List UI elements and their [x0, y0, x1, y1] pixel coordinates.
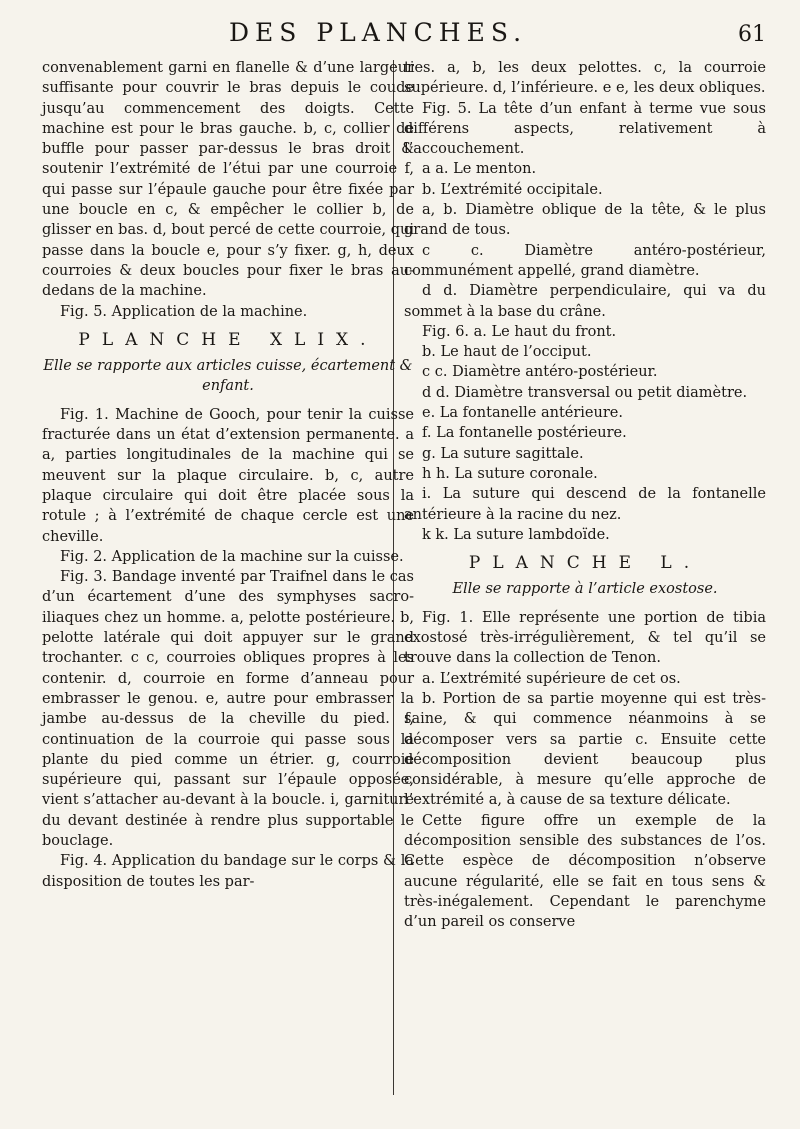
- paragraph: Cette figure offre un exemple de la décomposition sensible des substances de l’os. Cette espèce de décomposition n’observe aucune régularité, elle se fait en tous sens & très-inégalement. Cependant le parenchyme d’un pareil os conserve: [404, 812, 766, 931]
- legend-item: a a. Le menton.: [422, 161, 537, 178]
- figure-description: Fig. 1. Elle représente une portion de tibia exostosé très-irrégulièrement, & tel qu’il se trouve dans la collection de Tenon.: [404, 609, 766, 667]
- figure-description: ties. a, b, les deux pelottes. c, la courroie supérieure. d, l’inférieure. e e, les deux obliques.: [404, 60, 766, 97]
- page-header: [0, 12, 800, 52]
- right-column: [404, 58, 766, 932]
- legend-item: c c. Diamètre antéro-postérieur.: [422, 364, 658, 381]
- plate-heading-l: PLANCHE L.: [468, 553, 702, 574]
- figure-description: Fig. 3. Bandage inventé par Traifnel dans le cas d’un écartement d’une des symphyses sacro-iliaques chez un homme. a, pelotte postérieure. b, pelotte latérale qui doit appuyer sur le grand trochanter. c c, courroies obliques propres à les contenir. d, courroie en forme d’anneau pour embrasser le genou. e, autre pour embrasser la jambe au-dessus de la cheville du pied. f, continuation de la courroie qui passe sous la plante du pied comme un étrier. g, courroie supérieure qui, passant sur l’épaule opposée, vient s’attacher au-devant à la boucle. i, garniture du devant destinée à rendre plus supportable le bouclage.: [42, 569, 414, 849]
- legend-item: g. La suture sagittale.: [422, 445, 584, 462]
- legend-item: e. La fontanelle antérieure.: [422, 405, 623, 422]
- figure-description: Fig. 6. a. Le haut du front.: [422, 323, 617, 340]
- figure-description: Fig. 1. Machine de Gooch, pour tenir la cuisse fracturée dans un état d’extension permanente. a a, parties longitudinales de la machine qui se meuvent sur la plaque circulaire. b, c, autre plaque circulaire qui doit être placée sous la rotule ; à l’extrémité de chaque cercle est une cheville.: [42, 406, 414, 545]
- legend-item: b. Portion de sa partie moyenne qui est très-saine, & qui commence néanmoins à se décomposer vers sa partie c. Ensuite cette décomposition devient beaucoup plus considérable, à mesure qu’elle approche de l’extrémité a, à cause de sa texture délicate.: [404, 690, 766, 809]
- legend-item: d d. Diamètre transversal ou petit diamètre.: [422, 384, 748, 401]
- plate-subtitle-l: Elle se rapporte à l’article exostose.: [452, 581, 718, 598]
- figure-description: Fig. 5. La tête d’un enfant à terme vue sous différens aspects, relativement à l’accouchement.: [404, 100, 766, 158]
- running-head: DES PLANCHES.: [228, 18, 528, 47]
- left-column: [42, 58, 414, 892]
- figure-description: Fig. 4. Application du bandage sur le corps & la disposition de toutes les par-: [42, 853, 414, 890]
- legend-item: k k. La suture lambdoïde.: [422, 526, 610, 543]
- legend-item: h h. La suture coronale.: [422, 465, 598, 482]
- legend-item: b. Le haut de l’occiput.: [422, 344, 592, 361]
- legend-item: b. L’extrémité occipitale.: [422, 181, 603, 198]
- legend-item: c c. Diamètre antéro-postérieur, communément appellé, grand diamètre.: [404, 242, 766, 279]
- legend-item: d d. Diamètre perpendiculaire, qui va du sommet à la base du crâne.: [404, 283, 766, 320]
- legend-item: a, b. Diamètre oblique de la tête, & le plus grand de tous.: [404, 202, 766, 239]
- plate-subtitle-xlix: Elle se rapporte aux articles cuisse, écartement & enfant.: [43, 358, 413, 395]
- paragraph: Fig. 5. Application de la machine.: [60, 303, 308, 320]
- page-number: 61: [738, 22, 766, 47]
- figure-description: Fig. 2. Application de la machine sur la cuisse.: [60, 548, 404, 565]
- legend-item: a. L’extrémité supérieure de cet os.: [422, 670, 681, 687]
- plate-heading-xlix: PLANCHE XLIX.: [78, 329, 378, 350]
- legend-item: f. La fontanelle postérieure.: [422, 425, 627, 442]
- legend-item: i. La suture qui descend de la fontanelle antérieure à la racine du nez.: [404, 486, 766, 523]
- paragraph: convenablement garni en flanelle & d’une largeur suffisante pour couvrir le bras depuis le coude jusqu’au commencement des doigts. Cette machine est pour le bras gauche. b, c, collier de buffle pour passer par-dessus le bras droit & soutenir l’extrémité de l’étui par une courroie f, qui passe sur l’épaule gauche pour être fixée par une boucle en c, & empêcher le collier b, de glisser en bas. d, bout percé de cette courroie, qui passe dans la boucle e, pour s’y fixer. g, h, deux courroies & deux boucles pour fixer le bras au-dedans de la machine.: [42, 60, 414, 300]
